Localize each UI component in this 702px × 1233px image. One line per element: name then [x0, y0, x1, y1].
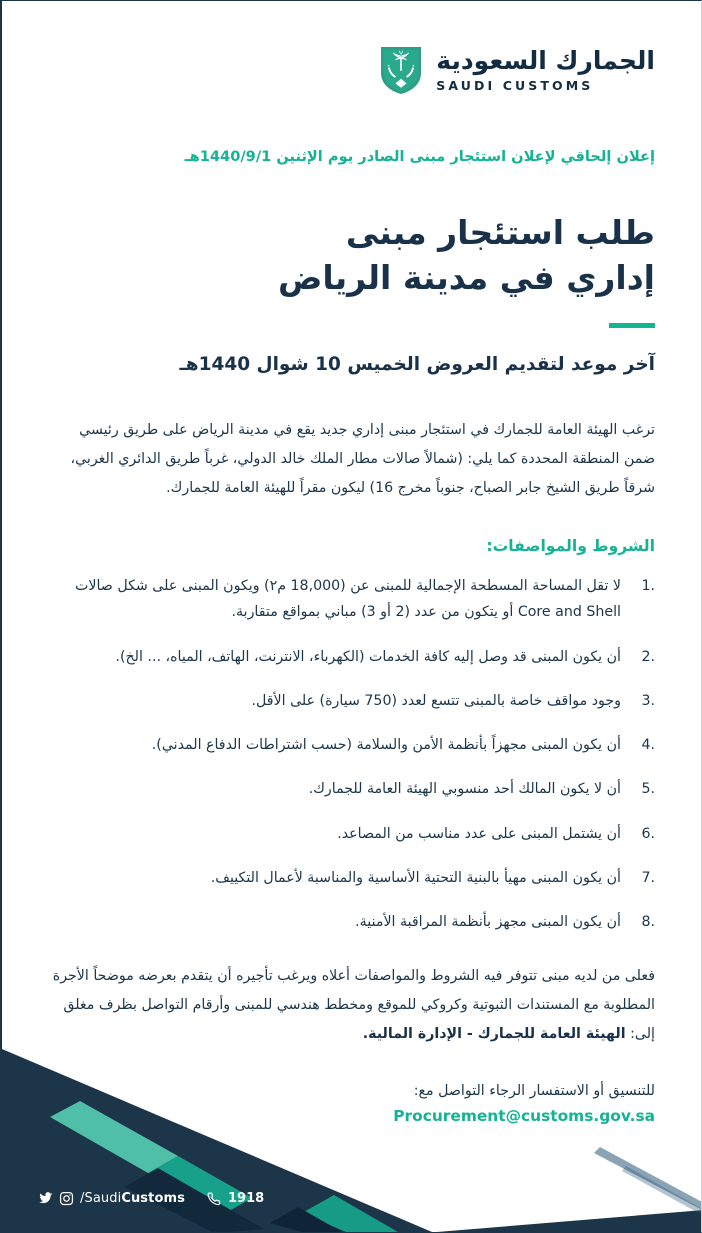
list-item: وجود مواقف خاصة بالمبنى تتسع لعدد (750 سيارة) على الأقل.	[251, 692, 621, 709]
poster-footer	[2, 997, 702, 1232]
list-item: أن يكون المبنى قد وصل إليه كافة الخدمات (الكهرباء، الانترنت، الهاتف، المياه، ... الخ).	[115, 648, 621, 665]
brand-wordmark	[436, 45, 655, 93]
list-item: أن لا يكون المالك أحد منسوبي الهيئة العامة للجمارك.	[308, 781, 621, 798]
closing-text: فعلى من لديه مبنى تتوفر فيه الشروط والمواصفات أعلاه ويرغب تأجيره أن يتقدم بعرضه موضحاً الأجرة المطلوبة مع المستندات الثبوتية وكروكي للموقع ومخطط هندسي للمبنى وأرقام التواصل بظرف مغلق إلى:	[52, 967, 655, 1042]
list-item: لا تقل المساحة المسطحة الإجمالية للمبنى عن (18,000 م٢) ويكون المبنى على شكل صالات Core and Shell أو يتكون من عدد (2 أو 3) مباني بمواقع متقاربة.	[75, 578, 621, 621]
list-item: أن يكون المبنى مهيأ بالبنية التحتية الأساسية والمناسبة لأعمال التكييف.	[210, 869, 621, 886]
closing-recipient: الهيئة العامة للجمارك - الإدارة المالية.	[362, 1025, 626, 1042]
title-accent-bar	[609, 323, 655, 328]
phone-group[interactable]	[207, 1191, 264, 1206]
poster-content	[48, 146, 655, 1125]
list-item: أن يشتمل المبنى على عدد مناسب من المصاعد.	[337, 825, 621, 842]
phone-number: 1918	[227, 1191, 265, 1206]
phone-handset-icon	[207, 1192, 221, 1206]
social-handle-name: Customs	[121, 1191, 185, 1206]
list-item: أن يكون المبنى مجهزاً بأنظمة الأمن والسلامة (حسب اشتراطات الدفاع المدني).	[151, 737, 621, 754]
social-handle-prefix: /Saudi	[80, 1191, 122, 1206]
page-title-line-1: طلب استئجار مبنى	[345, 213, 655, 253]
conditions-section-title: الشروط والمواصفات:	[486, 537, 655, 556]
brand-logo	[380, 45, 655, 95]
list-item: أن يكون المبنى مجهز بأنظمة المراقبة الأمنية.	[355, 914, 621, 931]
submission-deadline: آخر موعد لتقديم العروض الخميس 10 شوال 1440هـ	[179, 353, 655, 375]
social-handle-group[interactable]	[38, 1191, 185, 1206]
page-title-line-2: إداري في مدينة الرياض	[277, 258, 655, 298]
contact-label: للتنسيق أو الاستفسار الرجاء التواصل مع:	[413, 1082, 655, 1099]
social-handle[interactable]	[80, 1191, 185, 1206]
conditions-list	[48, 573, 655, 935]
footer-meta	[38, 1191, 264, 1206]
instagram-icon[interactable]	[59, 1191, 74, 1206]
page-title	[48, 211, 655, 301]
brand-name-english: SAUDI CUSTOMS	[436, 77, 594, 93]
intro-paragraph: ترغب الهيئة العامة للجمارك في استئجار مبنى إداري جديد يقع في مدينة الرياض على طريق رئيسي ضمن المنطقة المحددة كما يلي: (شمالاً صالات مطار الملك خالد الدولي، غرباً طريق الدائري الغربي، شرقاً طريق الشيخ جابر الصباح، جنوباً مخرج 16) ليكون مقراً للهيئة العامة للجمارك.	[70, 421, 655, 497]
addendum-kicker: إعلان إلحاقي لإعلان استئجار مبنى الصادر يوم الإثنين 1440/9/1هـ	[184, 148, 655, 165]
contact-email-link[interactable]: Procurement@customs.gov.sa	[393, 1106, 655, 1125]
brand-name-arabic: الجمارك السعودية	[436, 45, 655, 75]
saudi-emblem-shield-icon	[380, 45, 422, 95]
twitter-bird-icon[interactable]	[38, 1191, 53, 1206]
